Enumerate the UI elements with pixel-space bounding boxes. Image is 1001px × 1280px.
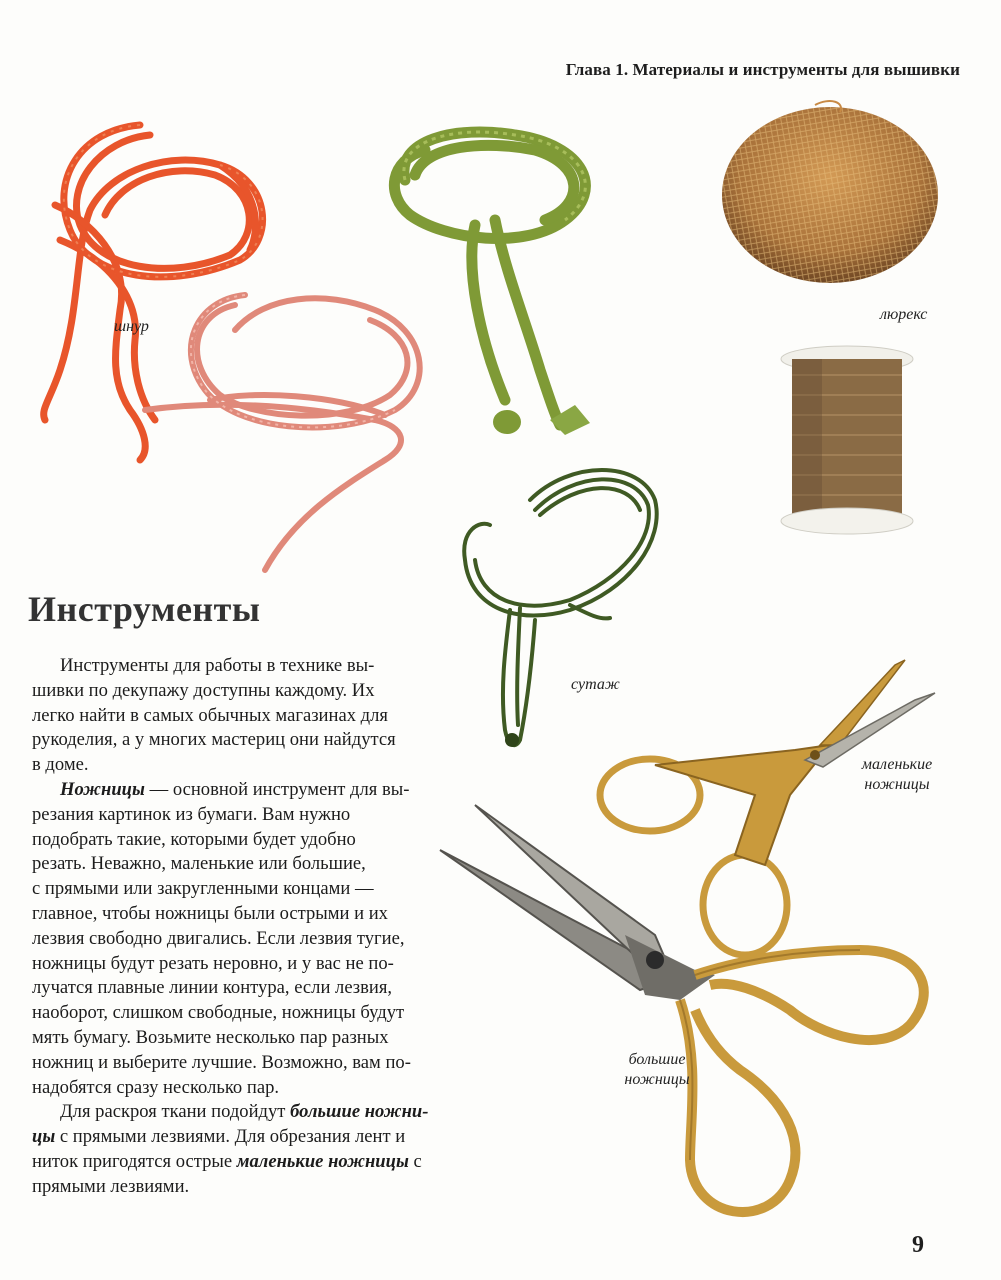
paragraph-1-line-2: шивки по декупажу доступны каждому. Их [32, 679, 375, 701]
term-scissors: Ножницы [60, 778, 145, 800]
paragraph-2-line-13: надобятся сразу несколько пар. [32, 1076, 280, 1098]
paragraph-2-line-11: мять бумагу. Возьмите несколько пар разных [32, 1026, 389, 1048]
paragraph-2-line-1 [32, 778, 442, 803]
term-small-scissors: маленькие ножницы [236, 1150, 409, 1172]
term-large-scissors: большие ножни- [290, 1101, 429, 1123]
section-title: Инструменты [28, 589, 261, 629]
caption-cord: шнур [114, 318, 149, 335]
lurex-ball-image [720, 100, 940, 290]
caption-lurex: люрекс [880, 306, 928, 323]
paragraph-3-line-1 [32, 1100, 442, 1125]
body-text [32, 654, 442, 1200]
chapter-header: Глава 1. Материалы и инструменты для вышивки [565, 60, 960, 79]
paragraph-2-line-2: резания картинок из бумаги. Вам нужно [32, 803, 351, 825]
caption-large-scissors-line1: большие [628, 1051, 686, 1068]
caption-small-scissors-line2: ножницы [864, 776, 930, 793]
paragraph-3-text-a: Для раскроя ткани подойдут [60, 1101, 291, 1123]
paragraph-1-line-3: легко найти в самых обычных магазинах для [32, 704, 388, 726]
paragraph-2-line-7: лезвия свободно двигались. Если лезвия тугие, [32, 927, 405, 949]
caption-soutache: сутаж [571, 676, 620, 693]
paragraph-2-line-10: наоборот, слишком свободные, ножницы будут [32, 1002, 405, 1024]
large-scissors-image [440, 800, 940, 1230]
caption-small-scissors-line1: маленькие [861, 756, 933, 773]
paragraph-2-line-12: ножниц и выберите лучшие. Возможно, вам по- [32, 1051, 411, 1073]
paragraph-2-line-6: главное, чтобы ножницы были острыми и их [32, 902, 388, 924]
term-large-scissors-end: цы [32, 1126, 56, 1148]
paragraph-1-line-1: Инструменты для работы в технике вы- [60, 655, 375, 676]
paragraph-2-line-9: лучатся плавные линии контура, если лезвия, [32, 977, 393, 999]
paragraph-2-line-3: подобрать такие, которыми будет удобно [32, 828, 356, 850]
paragraph-2-line-8: ножницы будут резать неровно, и у вас не по- [32, 952, 394, 974]
paragraph-2-line-4: резать. Неважно, маленькие или большие, [32, 853, 366, 875]
paragraph-3-line-2 [32, 1125, 442, 1150]
caption-large-scissors [612, 1050, 702, 1090]
caption-small-scissors [852, 755, 942, 795]
page-number: 9 [912, 1232, 924, 1258]
paragraph-2-line-5: с прямыми или закругленными концами — [32, 878, 374, 900]
caption-large-scissors-line2: ножницы [624, 1071, 690, 1088]
paragraph-3-line-4: прямыми лезвиями. [32, 1175, 190, 1197]
paragraph-3-line-3 [32, 1150, 442, 1175]
thread-spool-image [780, 345, 915, 535]
paragraph-3-text-b: с прямыми лезвиями. Для обрезания лент и [55, 1126, 406, 1148]
paragraph-1-line-4: рукоделия, а у многих мастериц они найдутся [32, 729, 396, 751]
green-cord-image [365, 120, 635, 450]
paragraph-1-line-5: в доме. [32, 754, 89, 776]
paragraph-3-text-c: ниток пригодятся острые [32, 1150, 237, 1172]
paragraph-2-line-1-text: — основной инструмент для вы- [144, 778, 410, 800]
paragraph-3-text-d: с [408, 1150, 422, 1172]
